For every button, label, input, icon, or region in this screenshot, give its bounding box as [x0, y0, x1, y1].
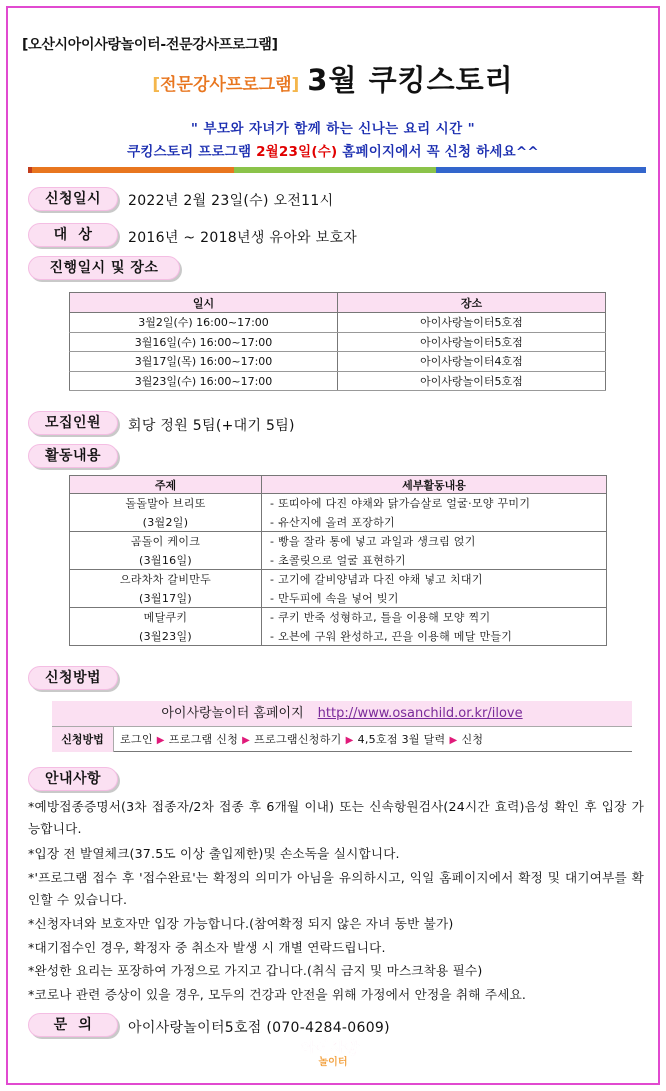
arrow-right-icon: ▶ [242, 735, 251, 746]
method-site-row [52, 701, 632, 727]
color-bar-orange [32, 167, 234, 173]
svg-text:놀이터: 놀이터 [318, 1057, 348, 1068]
arrow-right-icon: ▶ [345, 735, 354, 746]
contact-value: 아이사랑놀이터5호점 (070-4284-0609) [128, 1020, 390, 1036]
activity-label: 활동내용 [28, 444, 118, 468]
contact-label: 문 의 [28, 1013, 118, 1037]
method-steps [120, 727, 483, 752]
table-row: 으라차차 갈비만두 - 고기에 갈비양념과 다진 야채 넣고 치대기 [70, 570, 607, 589]
schedule-table [69, 292, 606, 391]
table-row: 3월17일(목) 16:00~17:00 아이사랑놀이터4호점 [70, 352, 606, 372]
svg-text:아이사랑: 아이사랑 [301, 1039, 359, 1057]
step-apply: 프로그램신청하기 [254, 733, 342, 746]
poster-title [0, 58, 666, 99]
recruit-label: 모집인원 [28, 411, 118, 435]
title-text: 3월 쿠킹스토리 [307, 63, 514, 97]
guide-item: *완성한 요리는 포장하여 가정으로 가지고 갑니다.(취식 금지 및 마스크착용 필수) [28, 963, 483, 978]
guide-label: 안내사항 [28, 767, 118, 791]
table-row: 곰돌이 케이크 - 빵을 잘라 통에 넣고 과일과 생크림 얹기 [70, 532, 607, 551]
table-row: 3월2일(수) 16:00~17:00 아이사랑놀이터5호점 [70, 313, 606, 333]
activity-header-topic: 주제 [70, 476, 262, 494]
table-row: (3월2일) - 유산지에 올려 포장하기 [70, 513, 607, 532]
activity-header-detail: 세부활동내용 [262, 476, 607, 494]
guide-item: *예방접종증명서(3차 접종자/2차 접종 후 6개월 이내) 또는 신속항원검사(24시간 효력)음성 확인 후 입장 가능합니다. [28, 799, 644, 836]
table-row: (3월23일) - 오븐에 구워 완성하고, 끈을 이용해 메달 만들기 [70, 627, 607, 646]
schedule-label: 진행일시 및 장소 [28, 256, 180, 280]
signup-notice: 쿠킹스토리 프로그램 2월23일(수) 홈페이지에서 꼭 신청 하세요^^ [127, 144, 539, 160]
arrow-right-icon: ▶ [449, 735, 458, 746]
apply-date-value: 2022년 2월 23일(수) 오전11시 [128, 193, 334, 209]
guide-item: *코로나 관련 증상이 있을 경우, 모두의 건강과 안전을 위해 가정에서 안정을 취해 주세요. [28, 987, 527, 1002]
method-row-label: 신청방법 [52, 727, 114, 752]
signup-date: 2월23일(수) [256, 144, 338, 160]
schedule-header-place: 장소 [338, 293, 606, 313]
apply-date-label: 신청일시 [28, 187, 118, 211]
table-row: 3월23일(수) 16:00~17:00 아이사랑놀이터5호점 [70, 371, 606, 391]
tagline-quote: " 부모와 자녀가 함께 하는 신나는 요리 시간 " [190, 121, 476, 137]
logo [255, 1038, 405, 1068]
color-bar-blue [436, 167, 646, 173]
target-value: 2016년 ~ 2018년생 유아와 보호자 [128, 230, 358, 246]
org-heading: [오산시아이사랑놀이터-전문강사프로그램] [22, 37, 278, 53]
activity-table [69, 475, 607, 646]
guide-item: *입장 전 발열체크(37.5도 이상 출입제한)및 손소독을 실시합니다. [28, 846, 400, 861]
step-program: 프로그램 신청 [168, 733, 239, 746]
guide-item: *대기접수인 경우, 확정자 중 취소자 발생 시 개별 연락드립니다. [28, 940, 386, 955]
guide-item: *'프로그램 접수 후 '접수완료'는 확정의 의미가 아님을 유의하시고, 익일 홈페이지에서 확정 및 대기여부를 확인할 수 있습니다. [28, 870, 644, 907]
homepage-link[interactable]: http://www.osanchild.or.kr/ilove [317, 706, 523, 721]
color-bar-green [234, 167, 436, 173]
schedule-header-time: 일시 [70, 293, 338, 313]
table-row: 메달쿠키 - 쿠키 반죽 성형하고, 틀을 이용해 모양 찍기 [70, 608, 607, 627]
program-tag: [전문강사프로그램] [152, 75, 300, 95]
table-row: 돌돌말아 브리또 - 또띠아에 다진 야채와 닭가슴살로 얼굴·모양 꾸미기 [70, 494, 607, 513]
step-calendar: 4,5호점 3월 달력 [357, 733, 446, 746]
method-site: 아이사랑놀이터 홈페이지 [161, 706, 304, 721]
method-label: 신청방법 [28, 666, 118, 690]
target-label: 대 상 [28, 223, 118, 247]
step-login: 로그인 [120, 733, 153, 746]
recruit-value: 회당 정원 5팀(+대기 5팀) [128, 418, 295, 434]
table-row: (3월17일) - 만두피에 속을 넣어 빚기 [70, 589, 607, 608]
guide-item: *신청자녀와 보호자만 입장 가능합니다.(참여확정 되지 않은 자녀 동반 불가) [28, 916, 454, 931]
table-row: 3월16일(수) 16:00~17:00 아이사랑놀이터5호점 [70, 332, 606, 352]
table-row: (3월16일) - 초콜릿으로 얼굴 표현하기 [70, 551, 607, 570]
step-submit: 신청 [461, 733, 484, 746]
arrow-right-icon: ▶ [156, 735, 165, 746]
